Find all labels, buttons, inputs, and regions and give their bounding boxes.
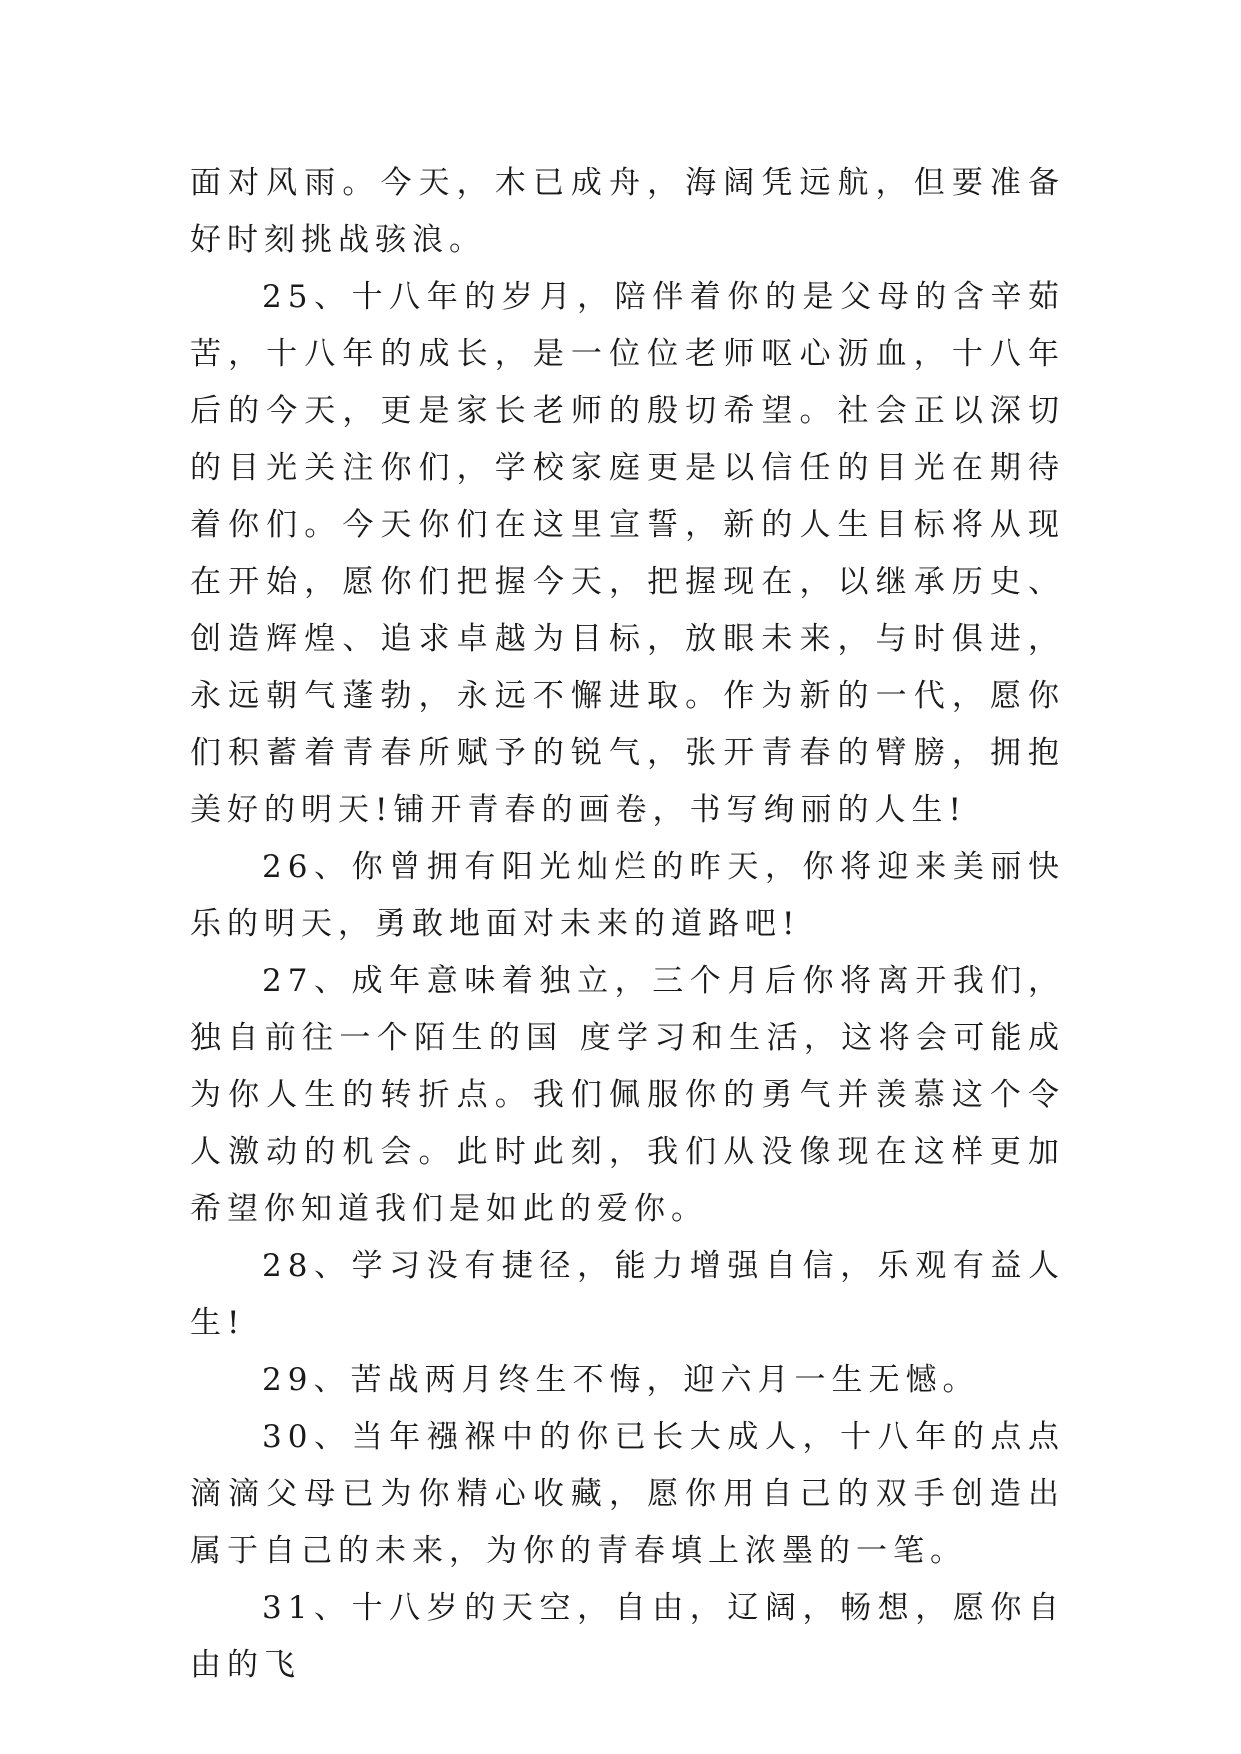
paragraph-27: 27、成年意味着独立，三个月后你将离开我们，独自前往一个陌生的国 度学习和生活，这将会可能成为你人生的转折点。我们佩服你的勇气并羡慕这个令人激动的机会。此时此刻，我们从没像现在这样更加希望你知道我们是如此的爱你。: [190, 963, 1065, 1227]
paragraph-continuation: 面对风雨。今天，木已成舟，海阔凭远航，但要准备好时刻挑战骇浪。: [190, 165, 1065, 258]
paragraph-30: 30、当年襁褓中的你已长大成人，十八年的点点滴滴父母已为你精心收藏，愿你用自己的双手创造出属于自己的未来，为你的青春填上浓墨的一笔。: [190, 1419, 1065, 1569]
paragraph-29: 29、苦战两月终生不悔，迎六月一生无憾。: [262, 1362, 980, 1398]
paragraph-26: 26、你曾拥有阳光灿烂的昨天，你将迎来美丽快乐的明天，勇敢地面对未来的道路吧!: [190, 849, 1065, 942]
document-body: [190, 155, 1065, 1694]
paragraph-31: 31、十八岁的天空，自由，辽阔，畅想，愿你自由的飞: [190, 1590, 1065, 1683]
paragraph-25: 25、十八年的岁月，陪伴着你的是父母的含辛茹苦，十八年的成长，是一位位老师呕心沥血，十八年后的今天，更是家长老师的殷切希望。社会正以深切的目光关注你们，学校家庭更是以信任的目光在期待着你们。今天你们在这里宣誓，新的人生目标将从现在开始，愿你们把握今天，把握现在，以继承历史、创造辉煌、追求卓越为目标，放眼未来，与时俱进，永远朝气蓬勃，永远不懈进取。作为新的一代，愿你们积蓄着青春所赋予的锐气，张开青春的臂膀，拥抱美好的明天!铺开青春的画卷，书写绚丽的人生!: [190, 279, 1065, 828]
paragraph-28: 28、学习没有捷径，能力增强自信，乐观有益人生!: [190, 1248, 1065, 1341]
